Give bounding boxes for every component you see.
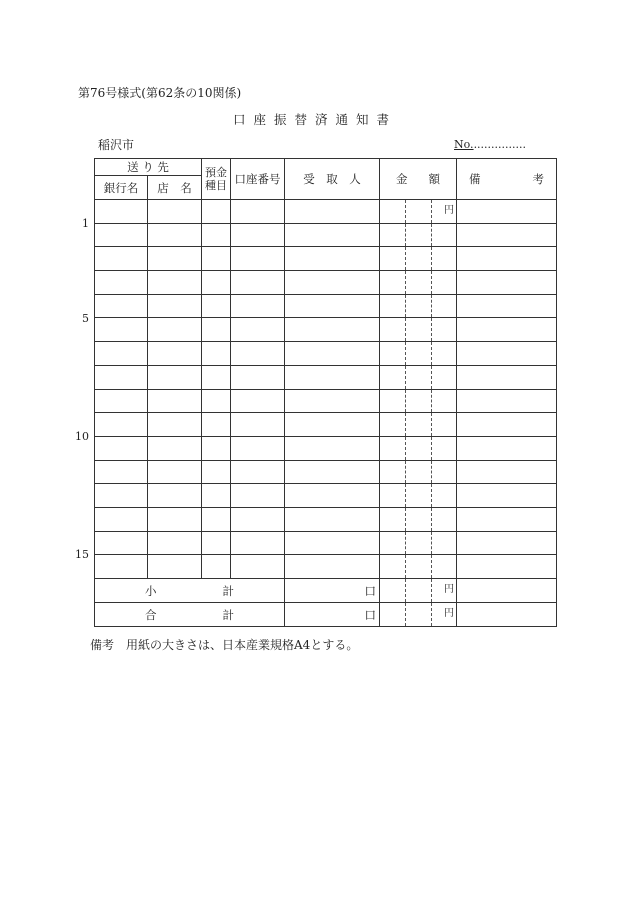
table-cell[interactable]	[457, 318, 557, 342]
header-remarks-2: 考	[532, 172, 544, 186]
table-cell[interactable]	[148, 460, 202, 484]
table-cell[interactable]	[95, 555, 148, 579]
table-cell[interactable]	[285, 318, 380, 342]
number-label: No.	[454, 138, 474, 151]
subtotal-b: 計	[222, 583, 234, 598]
table-cell[interactable]	[231, 484, 285, 508]
table-cell[interactable]	[457, 389, 557, 413]
note-label: 備考	[90, 638, 115, 652]
total-b: 計	[222, 607, 234, 622]
table-cell[interactable]	[380, 531, 457, 555]
table-cell[interactable]	[148, 389, 202, 413]
table-cell[interactable]	[380, 507, 457, 531]
table-row	[95, 531, 557, 555]
table-row	[95, 507, 557, 531]
table-row	[95, 484, 557, 508]
table-cell[interactable]	[285, 200, 380, 224]
table-cell[interactable]	[285, 484, 380, 508]
table-cell[interactable]	[380, 460, 457, 484]
table-row	[95, 460, 557, 484]
table-row	[95, 271, 557, 295]
total-label	[95, 603, 285, 627]
table-cell[interactable]	[95, 531, 148, 555]
table-cell[interactable]	[202, 507, 231, 531]
table-cell[interactable]	[202, 342, 231, 366]
table-row	[95, 342, 557, 366]
table-cell[interactable]	[457, 460, 557, 484]
yen-unit: 円	[444, 205, 454, 216]
table-row	[95, 318, 557, 342]
table-cell[interactable]	[380, 484, 457, 508]
table-cell[interactable]	[202, 413, 231, 437]
entry-rows	[95, 200, 557, 579]
table-cell[interactable]	[95, 318, 148, 342]
table-cell[interactable]	[231, 460, 285, 484]
table-cell[interactable]	[231, 413, 285, 437]
table-row	[95, 365, 557, 389]
subtotal-count: 口	[285, 579, 380, 603]
table-cell[interactable]	[285, 436, 380, 460]
header-deposit-type	[202, 159, 231, 200]
table-cell[interactable]	[380, 271, 457, 295]
table-cell[interactable]	[457, 342, 557, 366]
subtotal-yen: 円	[444, 584, 454, 595]
table-cell[interactable]	[95, 507, 148, 531]
table-cell[interactable]	[231, 389, 285, 413]
header-payee: 受 取 人	[285, 159, 380, 200]
table-cell[interactable]	[380, 247, 457, 271]
table-cell[interactable]	[380, 318, 457, 342]
header-amount	[380, 159, 457, 200]
table-cell[interactable]	[285, 460, 380, 484]
table-cell[interactable]	[457, 247, 557, 271]
table-cell[interactable]	[148, 531, 202, 555]
table-cell[interactable]	[202, 555, 231, 579]
table-cell[interactable]	[202, 531, 231, 555]
table-cell[interactable]	[202, 365, 231, 389]
table-row	[95, 200, 557, 224]
number-field	[454, 138, 526, 151]
table-cell[interactable]	[148, 271, 202, 295]
table-cell[interactable]	[380, 200, 457, 224]
document-title: 口座振替済通知書	[232, 112, 397, 127]
table-cell[interactable]	[457, 223, 557, 247]
table-cell[interactable]	[95, 413, 148, 437]
table-cell[interactable]	[457, 271, 557, 295]
table-cell[interactable]	[380, 436, 457, 460]
header-deposit-type-1: 預金	[205, 166, 227, 179]
table-cell[interactable]	[148, 555, 202, 579]
table-cell[interactable]	[95, 271, 148, 295]
row-number-1: 1	[82, 217, 89, 230]
table-cell[interactable]	[457, 484, 557, 508]
table-cell[interactable]	[285, 389, 380, 413]
table-cell[interactable]	[202, 484, 231, 508]
table-cell[interactable]	[95, 389, 148, 413]
table-cell[interactable]	[148, 413, 202, 437]
table-cell[interactable]	[231, 531, 285, 555]
table-cell[interactable]	[95, 436, 148, 460]
table-cell[interactable]	[285, 413, 380, 437]
note-text: 用紙の大きさは、日本産業規格A4とする。	[126, 638, 359, 652]
table-cell[interactable]	[95, 200, 148, 224]
table-cell[interactable]	[148, 507, 202, 531]
header-bank: 銀行名	[95, 176, 148, 200]
table-cell[interactable]	[380, 389, 457, 413]
table-cell[interactable]	[380, 223, 457, 247]
table-cell[interactable]	[95, 294, 148, 318]
table-cell[interactable]	[148, 436, 202, 460]
footer-note	[90, 636, 358, 653]
table-cell[interactable]	[380, 342, 457, 366]
table-cell[interactable]	[95, 223, 148, 247]
table-cell[interactable]	[95, 484, 148, 508]
table-row	[95, 389, 557, 413]
table-cell[interactable]	[285, 531, 380, 555]
table-cell[interactable]	[457, 555, 557, 579]
header-remarks-1: 備	[469, 172, 481, 186]
table-cell[interactable]	[285, 223, 380, 247]
table-cell[interactable]	[202, 318, 231, 342]
table-cell[interactable]	[148, 365, 202, 389]
header-sender: 送 り 先	[95, 159, 202, 176]
table-cell[interactable]	[202, 200, 231, 224]
table-cell[interactable]	[457, 531, 557, 555]
subtotal-remarks	[457, 579, 557, 603]
row-number-10: 10	[75, 430, 89, 443]
header-deposit-type-2: 種目	[205, 179, 227, 192]
total-yen: 円	[444, 608, 454, 619]
table-row	[95, 247, 557, 271]
table-cell[interactable]	[148, 342, 202, 366]
table-cell[interactable]	[285, 271, 380, 295]
table-cell[interactable]	[148, 294, 202, 318]
table-cell[interactable]	[380, 555, 457, 579]
table-cell[interactable]	[231, 342, 285, 366]
table-cell[interactable]	[148, 484, 202, 508]
table-cell[interactable]	[231, 223, 285, 247]
table-cell[interactable]	[231, 200, 285, 224]
table-cell[interactable]	[457, 413, 557, 437]
table-cell[interactable]	[457, 507, 557, 531]
table-cell[interactable]	[95, 460, 148, 484]
table-cell[interactable]	[285, 294, 380, 318]
table-row	[95, 555, 557, 579]
row-number-5: 5	[82, 312, 89, 325]
header-remarks	[457, 159, 557, 200]
number-dots: ...............	[473, 138, 527, 151]
subtotal-a: 小	[145, 583, 157, 598]
table-cell[interactable]	[95, 247, 148, 271]
table-cell[interactable]	[285, 507, 380, 531]
table-cell[interactable]	[457, 200, 557, 224]
table-cell[interactable]	[285, 342, 380, 366]
table-cell[interactable]	[380, 294, 457, 318]
table-row	[95, 413, 557, 437]
subtotal-amount	[380, 579, 457, 603]
header-branch: 店 名	[148, 176, 202, 200]
table-cell[interactable]	[457, 365, 557, 389]
form-number: 第76号様式(第62条の10関係)	[78, 86, 242, 100]
table-cell[interactable]	[95, 365, 148, 389]
table-cell[interactable]	[202, 271, 231, 295]
table-cell[interactable]	[148, 223, 202, 247]
table-cell[interactable]	[202, 294, 231, 318]
subtotal-label	[95, 579, 285, 603]
table-cell[interactable]	[148, 200, 202, 224]
header-amount-1: 金	[396, 172, 408, 186]
table-cell[interactable]	[231, 318, 285, 342]
row-number-15: 15	[75, 548, 89, 561]
table-cell[interactable]	[231, 294, 285, 318]
table-cell[interactable]	[202, 389, 231, 413]
table-cell[interactable]	[457, 294, 557, 318]
table-cell[interactable]	[457, 436, 557, 460]
transfer-table	[94, 158, 557, 627]
table-cell[interactable]	[285, 247, 380, 271]
total-a: 合	[145, 607, 157, 622]
table-cell[interactable]	[202, 460, 231, 484]
total-remarks	[457, 603, 557, 627]
table-cell[interactable]	[231, 365, 285, 389]
table-cell[interactable]	[202, 247, 231, 271]
table-cell[interactable]	[148, 318, 202, 342]
table-row	[95, 294, 557, 318]
header-account-no: 口座番号	[231, 159, 285, 200]
city-name: 稲沢市	[98, 138, 135, 152]
table-cell[interactable]	[202, 436, 231, 460]
table-cell[interactable]	[231, 271, 285, 295]
table-cell[interactable]	[231, 436, 285, 460]
table-cell[interactable]	[148, 247, 202, 271]
table-row	[95, 436, 557, 460]
header-amount-2: 額	[428, 172, 440, 186]
table-cell[interactable]	[95, 342, 148, 366]
table-cell[interactable]	[231, 555, 285, 579]
total-count: 口	[285, 603, 380, 627]
table-cell[interactable]	[380, 365, 457, 389]
table-cell[interactable]	[231, 507, 285, 531]
table-cell[interactable]	[231, 247, 285, 271]
table-cell[interactable]	[380, 413, 457, 437]
table-cell[interactable]	[202, 223, 231, 247]
table-row	[95, 223, 557, 247]
table-cell[interactable]	[285, 555, 380, 579]
total-amount	[380, 603, 457, 627]
table-cell[interactable]	[285, 365, 380, 389]
